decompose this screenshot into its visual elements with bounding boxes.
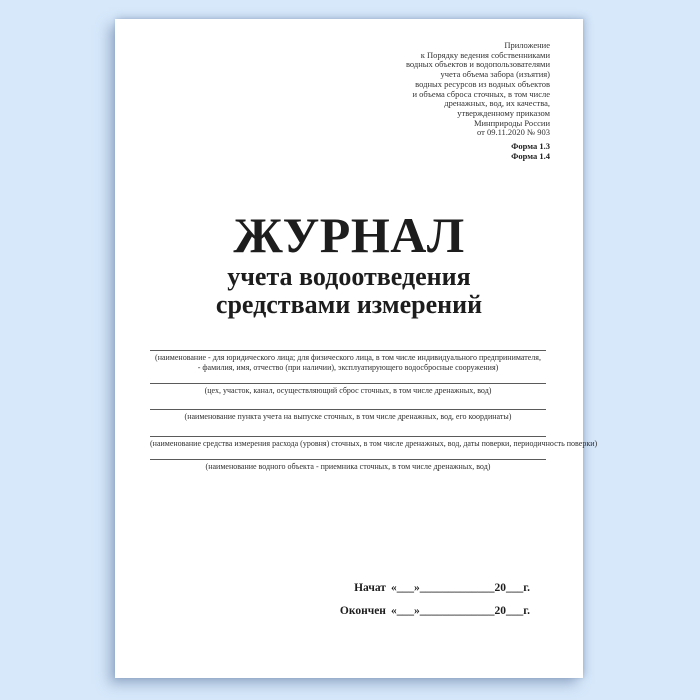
end-date-row — [340, 605, 530, 618]
fill-in-field-measuring-device — [150, 436, 598, 449]
start-date-value: «___»_____________20___г. — [390, 582, 530, 594]
form-code-1-3: Форма 1.3 — [511, 141, 550, 151]
note-line: к Порядку ведения собственниками — [420, 49, 550, 60]
note-line: водных ресурсов из водных объектов — [415, 78, 550, 89]
journal-dates — [340, 582, 530, 628]
fill-in-line — [150, 436, 546, 437]
note-line: учета объема забора (изъятия) — [440, 69, 550, 80]
journal-subtitle-line-2: средствами измерений — [215, 289, 483, 319]
fill-in-field-accounting-point — [150, 409, 546, 422]
form-codes — [511, 141, 550, 161]
document-page — [115, 19, 598, 678]
journal-title: ЖУРНАЛ — [233, 207, 465, 263]
field-caption — [150, 353, 546, 372]
note-line: и объема сброса сточных, в том числе — [412, 88, 550, 99]
start-date-row — [340, 582, 530, 595]
journal-subtitle-line-1: учета водоотведения — [227, 262, 471, 291]
field-caption-line: (наименование водного объекта - приемника сточных, в том числе дренажных, вод) — [205, 462, 491, 471]
note-line: от 09.11.2020 № 903 — [476, 127, 550, 138]
fill-in-field-water-body — [150, 459, 546, 472]
fill-in-line — [150, 383, 546, 384]
end-date-label: Окончен — [339, 605, 386, 617]
field-caption-line: (наименование средства измерения расхода (уровня) сточных, в том числе дренажных, вод, даты поверки, периодичность поверки) — [150, 439, 598, 448]
field-caption — [150, 386, 546, 396]
form-code-1-4: Форма 1.4 — [511, 151, 550, 161]
note-line: Минприроды России — [473, 117, 550, 128]
note-line: Приложение — [504, 40, 550, 50]
field-caption — [150, 439, 598, 449]
note-line: водных объектов и водопользователями — [405, 59, 550, 70]
fill-in-line — [150, 409, 546, 410]
note-line: дренажных, вод, их качества, — [444, 98, 550, 109]
field-caption — [150, 462, 546, 472]
field-caption — [150, 412, 546, 422]
fill-in-line — [150, 350, 546, 351]
note-line: утвержденному приказом — [457, 107, 550, 118]
field-caption-line: (наименование - для юридического лица; для физического лица, в том числе индивидуального предпринимателя, — [155, 353, 541, 362]
start-date-label: Начат — [354, 582, 386, 594]
fill-in-line — [150, 459, 546, 460]
end-date-value: «___»_____________20___г. — [390, 605, 530, 617]
regulation-reference-note — [406, 41, 550, 138]
field-caption-line: - фамилия, имя, отчество (при наличии), эксплуатирующего водосбросные сооружения) — [197, 362, 499, 372]
field-caption-line: (цех, участок, канал, осуществляющий сброс сточных, в том числе дренажных, вод) — [204, 386, 492, 395]
fill-in-field-organization — [150, 350, 546, 372]
fill-in-field-unit — [150, 383, 546, 396]
title-block — [115, 207, 583, 318]
field-caption-line: (наименование пункта учета на выпуске сточных, в том числе дренажных, вод, его координаты) — [184, 412, 512, 421]
